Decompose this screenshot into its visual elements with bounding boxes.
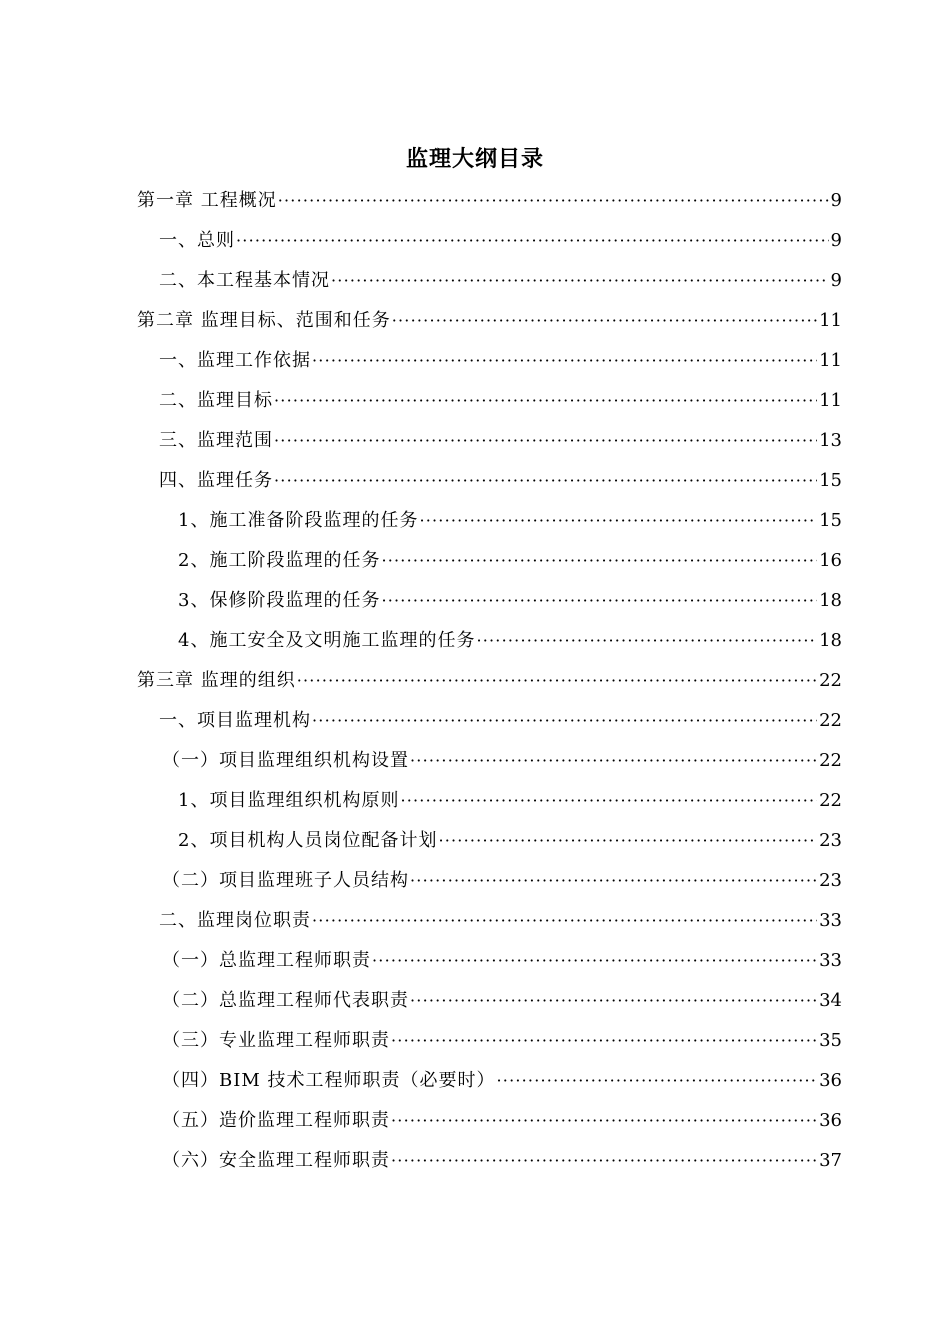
toc-entry[interactable]	[162, 741, 842, 781]
toc-entry-label: 一、总则	[159, 230, 235, 251]
toc-entry-label: 二、监理岗位职责	[159, 910, 311, 931]
dot-leader	[296, 661, 817, 701]
toc-entry[interactable]	[178, 621, 842, 661]
toc-entry[interactable]	[162, 981, 842, 1021]
toc-entry-page: 9	[830, 230, 842, 251]
toc-entry-label: 1、项目监理组织机构原则	[178, 790, 400, 811]
toc-entry-page: 22	[819, 790, 842, 811]
toc-entry-page: 11	[819, 350, 842, 371]
toc-entry-label: （五）造价监理工程师职责	[162, 1110, 390, 1131]
toc-entry-page: 11	[819, 310, 842, 331]
dot-leader	[418, 501, 817, 541]
toc-entry-label: （二）项目监理班子人员结构	[162, 870, 409, 891]
toc-entry-label: （三）专业监理工程师职责	[162, 1030, 390, 1051]
dot-leader	[311, 341, 817, 381]
toc-entry-page: 34	[819, 990, 842, 1011]
toc-entry[interactable]	[178, 501, 842, 541]
dot-leader	[235, 221, 829, 261]
dot-leader	[273, 461, 817, 501]
toc-entry-page: 9	[830, 270, 842, 291]
dot-leader	[330, 261, 829, 301]
dot-leader	[409, 981, 817, 1021]
toc-entry-label: 二、监理目标	[159, 390, 273, 411]
toc-entry-label: 3、保修阶段监理的任务	[178, 590, 381, 611]
toc-entry-label: （六）安全监理工程师职责	[162, 1150, 390, 1171]
toc-entry-page: 15	[819, 510, 842, 531]
toc-entry[interactable]	[162, 1061, 842, 1101]
toc-entry-page: 16	[819, 550, 842, 571]
toc-entry-page: 9	[830, 190, 842, 211]
toc-entry-page: 22	[819, 710, 842, 731]
dot-leader	[391, 301, 817, 341]
toc-entry[interactable]	[162, 941, 842, 981]
toc-entry-label: 2、施工阶段监理的任务	[178, 550, 381, 571]
dot-leader	[475, 621, 817, 661]
dot-leader	[273, 421, 817, 461]
toc-entry-page: 18	[819, 590, 842, 611]
toc-entry-page: 36	[819, 1070, 842, 1091]
toc-entry[interactable]	[162, 1101, 842, 1141]
toc-entry-label: 第三章 监理的组织	[137, 670, 296, 691]
toc-entry-label: （二）总监理工程师代表职责	[162, 990, 409, 1011]
toc-entry[interactable]	[178, 821, 842, 861]
toc-entry[interactable]	[159, 221, 842, 261]
toc-entry-page: 36	[819, 1110, 842, 1131]
toc-entry[interactable]	[159, 421, 842, 461]
toc-entry[interactable]	[178, 781, 842, 821]
dot-leader	[390, 1141, 817, 1181]
page-title: 监理大纲目录	[405, 147, 544, 172]
toc-entry-label: 二、本工程基本情况	[159, 270, 330, 291]
toc-entry[interactable]	[137, 301, 842, 341]
toc-entry-page: 33	[819, 950, 842, 971]
toc-entry-page: 15	[819, 470, 842, 491]
toc-entry[interactable]	[159, 901, 842, 941]
toc-entry-label: 四、监理任务	[159, 470, 273, 491]
toc-entry-label: （四）BIM 技术工程师职责（必要时）	[162, 1070, 496, 1091]
toc-entry-page: 18	[819, 630, 842, 651]
toc-entry-page: 23	[819, 870, 842, 891]
dot-leader	[380, 541, 817, 581]
toc-entry-label: 1、施工准备阶段监理的任务	[178, 510, 419, 531]
dot-leader	[409, 861, 817, 901]
toc-entry[interactable]	[159, 261, 842, 301]
toc-entry-label: 第二章 监理目标、范围和任务	[137, 310, 391, 331]
dot-leader	[496, 1061, 818, 1101]
dot-leader	[409, 741, 817, 781]
toc-entry-page: 22	[819, 670, 842, 691]
dot-leader	[273, 381, 817, 421]
toc-entry[interactable]	[159, 341, 842, 381]
toc-entry-page: 22	[819, 750, 842, 771]
dot-leader	[380, 581, 817, 621]
toc-entry-label: 一、项目监理机构	[159, 710, 311, 731]
toc-entry[interactable]	[162, 861, 842, 901]
toc-entry-label: 4、施工安全及文明施工监理的任务	[178, 630, 476, 651]
toc-entry-label: 第一章 工程概况	[137, 190, 277, 211]
toc-entry-label: 一、监理工作依据	[159, 350, 311, 371]
toc-entry[interactable]	[159, 701, 842, 741]
toc-entry-label: 2、项目机构人员岗位配备计划	[178, 830, 438, 851]
dot-leader	[390, 1021, 817, 1061]
toc-entry-label: （一）项目监理组织机构设置	[162, 750, 409, 771]
dot-leader	[390, 1101, 817, 1141]
toc-entry-page: 13	[819, 430, 842, 451]
toc-entry[interactable]	[137, 661, 842, 701]
toc-entry-page: 23	[819, 830, 842, 851]
dot-leader	[277, 181, 829, 221]
toc-entry-label: 三、监理范围	[159, 430, 273, 451]
toc-entry[interactable]	[159, 381, 842, 421]
dot-leader	[311, 901, 817, 941]
dot-leader	[437, 821, 817, 861]
toc-entry[interactable]	[162, 1021, 842, 1061]
toc-entry[interactable]	[178, 581, 842, 621]
toc-entry[interactable]	[137, 181, 842, 221]
toc-entry-page: 33	[819, 910, 842, 931]
toc-entry[interactable]	[178, 541, 842, 581]
toc-entry-page: 11	[819, 390, 842, 411]
dot-leader	[371, 941, 817, 981]
toc-entry[interactable]	[162, 1141, 842, 1181]
toc-entry-page: 35	[819, 1030, 842, 1051]
dot-leader	[311, 701, 817, 741]
toc-entry-label: （一）总监理工程师职责	[162, 950, 371, 971]
toc-entry-page: 37	[819, 1150, 842, 1171]
dot-leader	[399, 781, 817, 821]
toc-entry[interactable]	[159, 461, 842, 501]
